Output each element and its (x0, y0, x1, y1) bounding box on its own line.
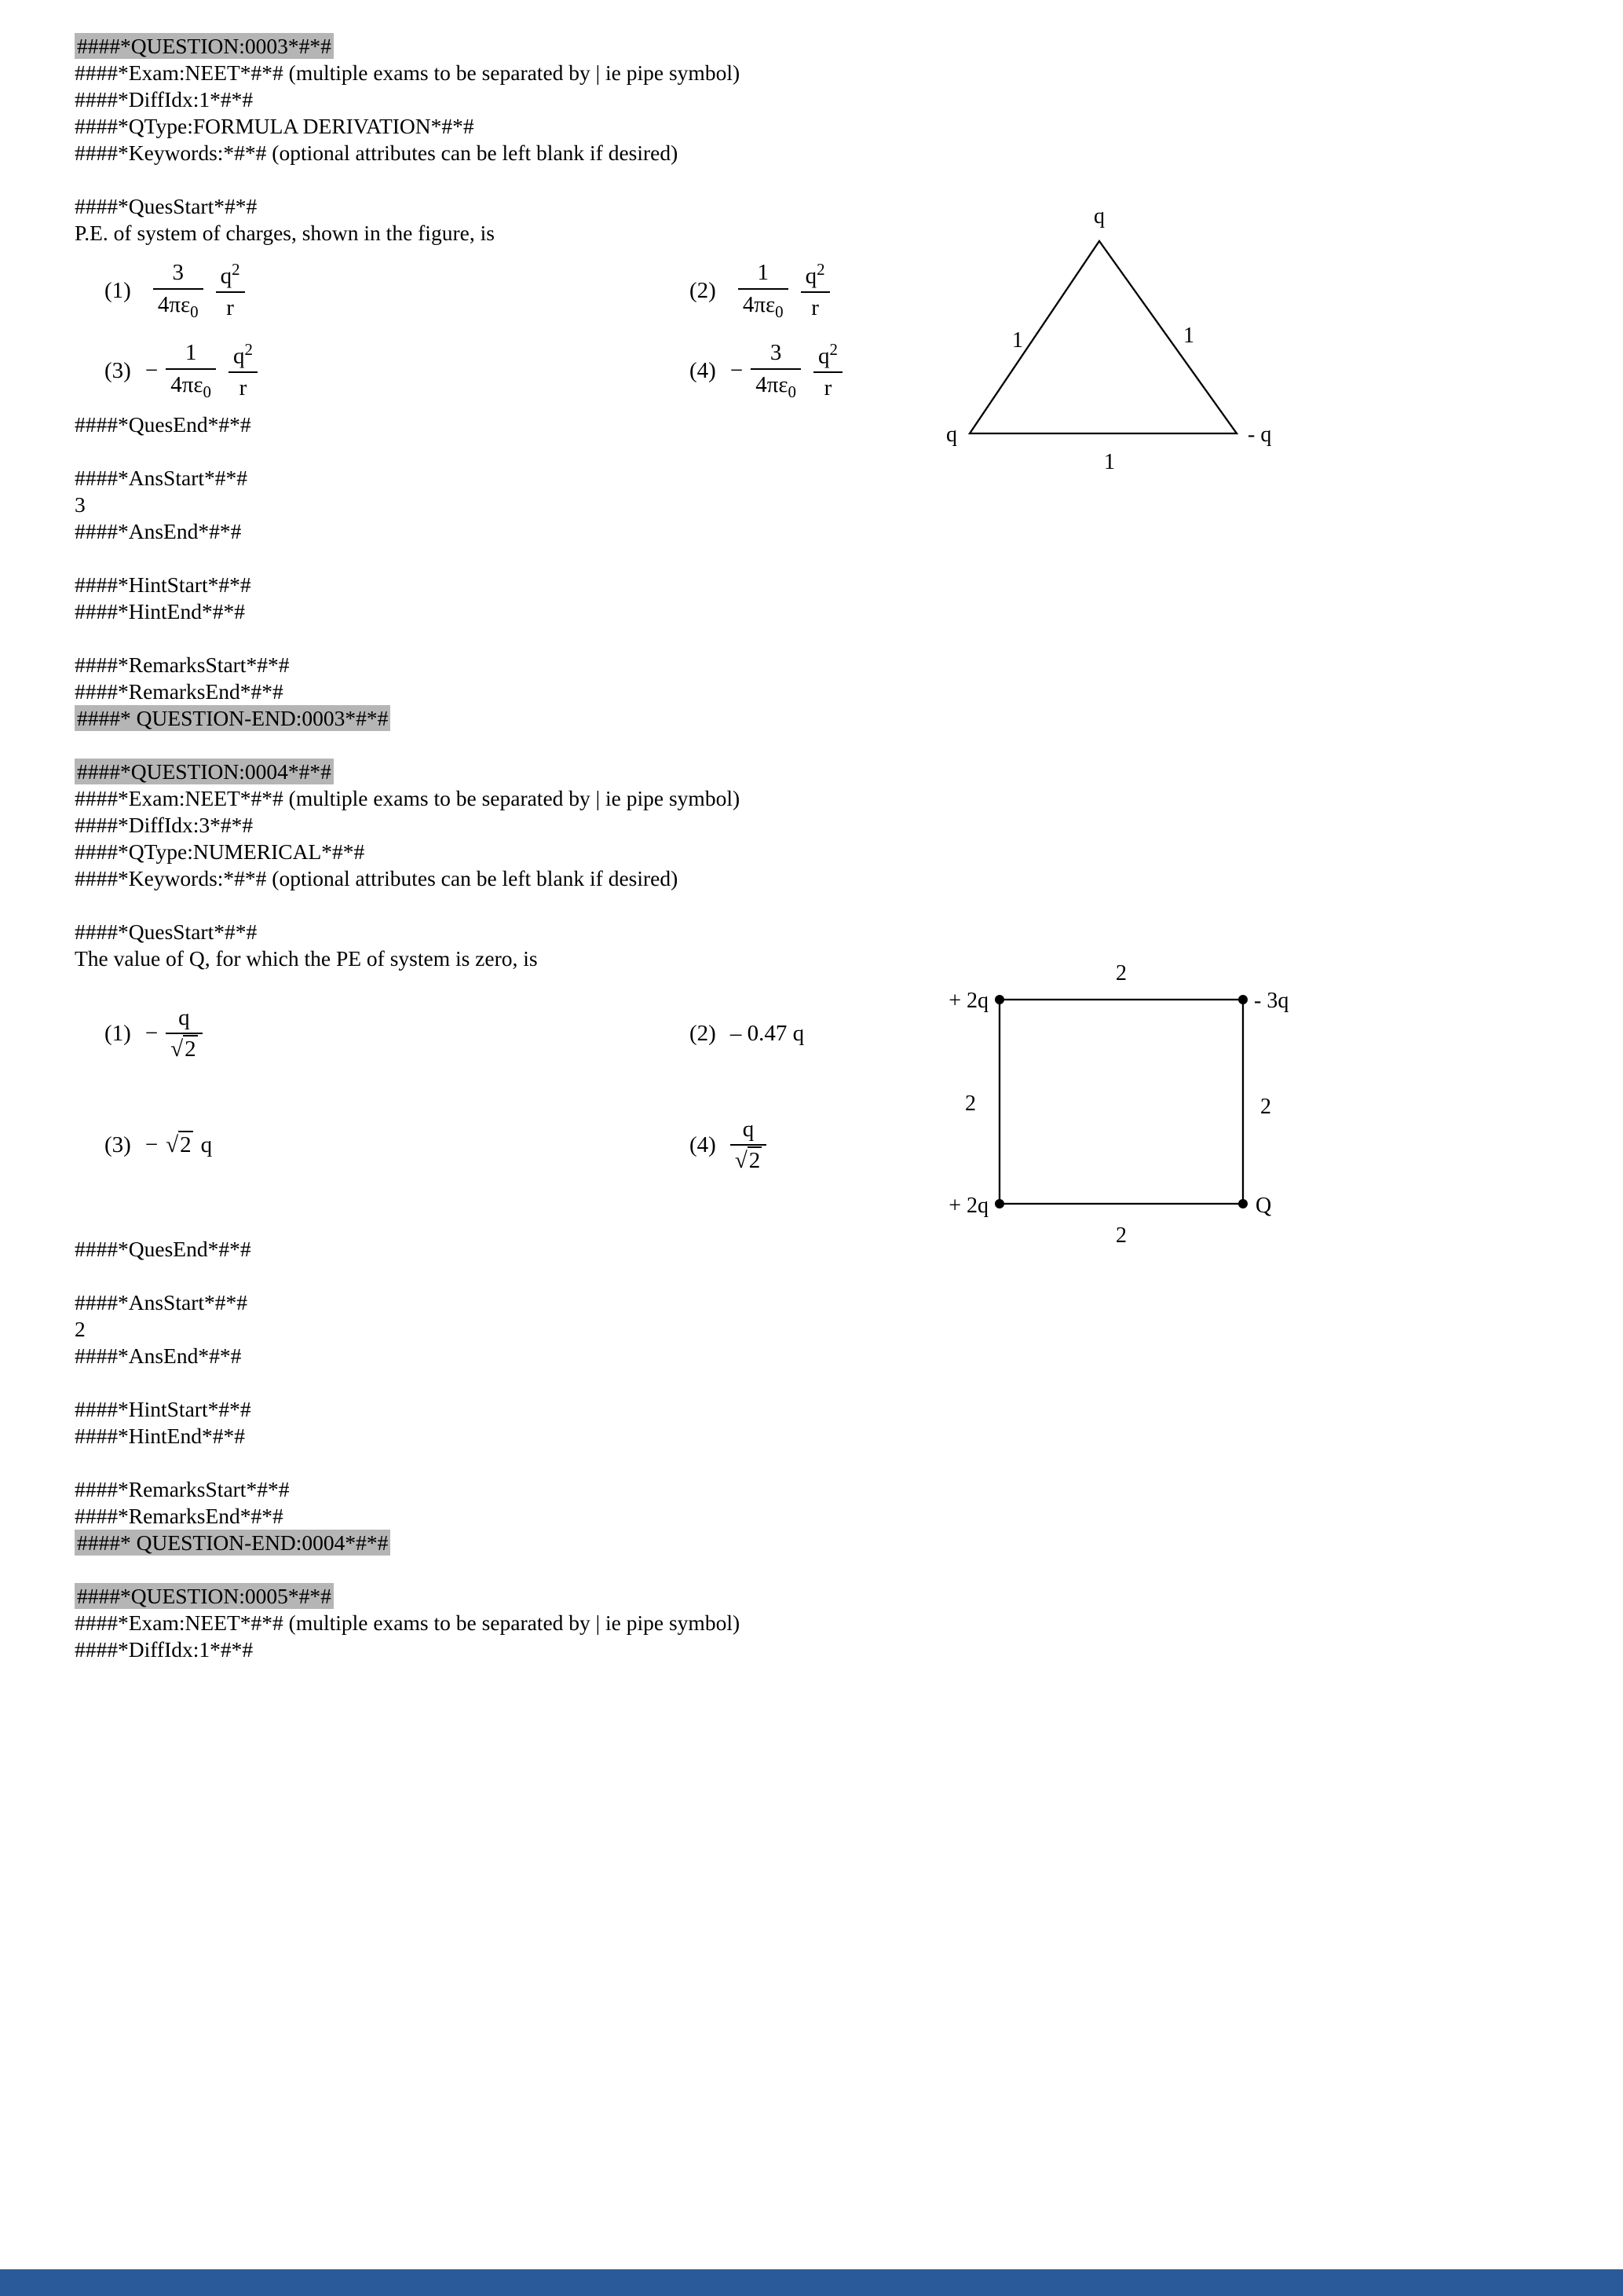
q4-marker-hintstart: ####*HintStart*#*# (75, 1397, 251, 1421)
blank-line (75, 1263, 1576, 1289)
q3-marker-quesend: ####*QuesEnd*#*# (75, 412, 251, 437)
q4-marker-hintend: ####*HintEnd*#*# (75, 1424, 245, 1448)
q-over-sqrt2-fraction: $\frac{q}{√2}$ (166, 1005, 202, 1062)
q3-marker-hintstart: ####*HintStart*#*# (75, 572, 251, 597)
q4-meta-question-end-line (75, 1530, 1576, 1556)
fraction-bar (751, 368, 801, 370)
top-left-charge-label: + 2q (949, 989, 989, 1013)
option-label: (3) (104, 1132, 131, 1157)
blank-line (75, 1556, 1576, 1583)
radical-sign: √ (166, 1132, 179, 1157)
option-label: (3) (104, 357, 131, 383)
q4-meta-qtype: ####*QType:NUMERICAL*#*# (75, 839, 365, 864)
minus-sign: − (729, 357, 744, 383)
fraction-bar (730, 1144, 766, 1146)
q3-marker-remarksstart: ####*RemarksStart*#*# (75, 653, 290, 677)
option-label: (4) (689, 1132, 716, 1157)
q4-marker-quesstart: ####*QuesStart*#*# (75, 919, 258, 944)
fraction-bar (216, 291, 245, 293)
q3-marker-quesstart: ####*QuesStart*#*# (75, 194, 258, 218)
q2-over-r-fraction: $\frac{q^2}{r}$ (813, 341, 843, 401)
q5-meta-diffidx: ####*DiffIdx:1*#*# (75, 1637, 254, 1662)
bottom-right-charge-label: Q (1256, 1194, 1272, 1218)
blank-line (75, 545, 1576, 572)
option-text: – 0.47 q (729, 1020, 805, 1046)
q-over-sqrt2-fraction: $\frac{q}{√2}$ (730, 1117, 766, 1174)
radical-sign: √ (734, 1148, 748, 1173)
fraction-bar (166, 368, 216, 370)
apex-charge-label: q (1094, 204, 1105, 229)
bottom-side-label: 1 (1104, 450, 1115, 473)
q4-marker-ansend: ####*AnsEnd*#*# (75, 1344, 242, 1368)
square-outline (1000, 1000, 1243, 1204)
q3-marker-ansend: ####*AnsEnd*#*# (75, 519, 242, 543)
q3-meta-keywords: ####*Keywords:*#*# (optional attributes can be left blank if desired) (75, 141, 678, 165)
option-label: (1) (104, 1020, 131, 1046)
q4-question-tag: ####*QUESTION:0004*#*# (75, 759, 334, 784)
q4-option-2 (689, 988, 804, 1079)
q2-over-r-fraction: $\frac{q^2}{r}$ (228, 341, 258, 401)
q3-question-end-tag: ####* QUESTION-END:0003*#*# (75, 705, 390, 731)
bottom-left-charge-label: + 2q (949, 1194, 989, 1218)
corner-dot (1238, 995, 1248, 1004)
right-charge-label: - q (1248, 422, 1272, 447)
q3-question-text: P.E. of system of charges, shown in the figure, is (75, 221, 495, 245)
q4-options (75, 988, 804, 1190)
q4-marker-remarksend: ####*RemarksEnd*#*# (75, 1504, 283, 1528)
q3-question-tag: ####*QUESTION:0003*#*# (75, 33, 334, 59)
q2-over-r-fraction: $\frac{q^2}{r}$ (801, 261, 830, 321)
q4-marker-remarksstart: ####*RemarksStart*#*# (75, 1477, 290, 1501)
q4-question-block (75, 945, 1576, 1247)
q3-meta-question-end-line (75, 705, 1576, 732)
blank-line (75, 1450, 1576, 1476)
coulomb-fraction: $\frac{3}{4\pi\varepsilon_0}$ (153, 260, 203, 321)
q4-option-3 (104, 1099, 689, 1190)
q4-option-1 (104, 988, 689, 1079)
q4-option-4 (689, 1099, 804, 1190)
charge-symbol: q (200, 1132, 213, 1157)
q4-answer-value: 2 (75, 1317, 86, 1341)
blank-line (75, 166, 1576, 193)
left-side-label: 2 (965, 1091, 976, 1116)
q3-option-1 (104, 251, 689, 330)
blank-line (75, 625, 1576, 652)
corner-dot (995, 1199, 1004, 1208)
left-charge-label: q (946, 422, 957, 447)
option-label: (1) (104, 277, 131, 303)
q5-question-tag: ####*QUESTION:0005*#*# (75, 1583, 334, 1609)
minus-sign: − (144, 357, 159, 383)
q4-meta-diffidx: ####*DiffIdx:3*#*# (75, 813, 254, 837)
q3-marker-remarksend: ####*RemarksEnd*#*# (75, 679, 283, 704)
q4-meta-exam: ####*Exam:NEET*#*# (multiple exams to be separated by | ie pipe symbol) (75, 786, 740, 810)
sqrt-expression: √2 (166, 1132, 192, 1157)
top-right-charge-label: - 3q (1254, 989, 1289, 1013)
fraction-bar (153, 288, 203, 290)
q3-option-2 (689, 251, 855, 330)
right-side-label: 2 (1260, 1095, 1271, 1119)
q2-over-r-fraction: $\frac{q^2}{r}$ (216, 261, 245, 321)
q4-marker-quesend: ####*QuesEnd*#*# (75, 1237, 251, 1261)
top-side-label: 2 (1116, 961, 1127, 985)
q3-meta-question-tag-line (75, 33, 1576, 60)
blank-line (75, 732, 1576, 759)
q3-option-3 (104, 331, 689, 410)
left-side-label: 1 (1012, 328, 1023, 353)
square-figure (905, 956, 1314, 1247)
q4-question-end-tag: ####* QUESTION-END:0004*#*# (75, 1530, 390, 1556)
option-label: (4) (689, 357, 716, 383)
option-label: (2) (689, 1020, 716, 1046)
right-side-label: 1 (1183, 324, 1194, 348)
q3-marker-hintend: ####*HintEnd*#*# (75, 599, 245, 623)
corner-dot (995, 995, 1004, 1004)
q3-options (75, 251, 855, 410)
q4-meta-keywords: ####*Keywords:*#*# (optional attributes can be left blank if desired) (75, 866, 678, 890)
fraction-bar (228, 371, 258, 373)
minus-sign: − (144, 1132, 159, 1157)
bottom-bar (0, 2269, 1623, 2296)
triangle-figure (930, 198, 1299, 473)
q3-answer-value: 3 (75, 492, 86, 517)
q3-option-4 (689, 331, 855, 410)
corner-dot (1238, 1199, 1248, 1208)
fraction-bar (738, 288, 788, 290)
coulomb-fraction: $\frac{3}{4\pi\varepsilon_0}$ (751, 340, 801, 401)
triangle-outline (970, 241, 1237, 433)
fraction-bar (813, 371, 843, 373)
q4-meta-question-tag-line (75, 759, 1576, 785)
q3-marker-ansstart: ####*AnsStart*#*# (75, 466, 247, 490)
q4-marker-ansstart: ####*AnsStart*#*# (75, 1290, 247, 1314)
q4-question-text: The value of Q, for which the PE of system is zero, is (75, 946, 538, 971)
blank-line (75, 1369, 1576, 1396)
q5-meta-exam: ####*Exam:NEET*#*# (multiple exams to be separated by | ie pipe symbol) (75, 1610, 740, 1635)
bottom-side-label: 2 (1116, 1223, 1127, 1247)
option-label: (2) (689, 277, 716, 303)
q5-meta-question-tag-line (75, 1583, 1576, 1610)
radical-sign: √ (170, 1036, 184, 1062)
minus-sign: − (144, 1020, 159, 1046)
coulomb-fraction: $\frac{1}{4\pi\varepsilon_0}$ (738, 260, 788, 321)
coulomb-fraction: $\frac{1}{4\pi\varepsilon_0}$ (166, 340, 216, 401)
q3-meta-qtype: ####*QType:FORMULA DERIVATION*#*# (75, 114, 474, 138)
q3-meta-exam: ####*Exam:NEET*#*# (multiple exams to be separated by | ie pipe symbol) (75, 60, 740, 85)
fraction-bar (801, 291, 830, 293)
blank-line (75, 438, 1576, 465)
blank-line (75, 892, 1576, 919)
fraction-bar (166, 1033, 202, 1034)
q3-meta-diffidx: ####*DiffIdx:1*#*# (75, 87, 254, 112)
